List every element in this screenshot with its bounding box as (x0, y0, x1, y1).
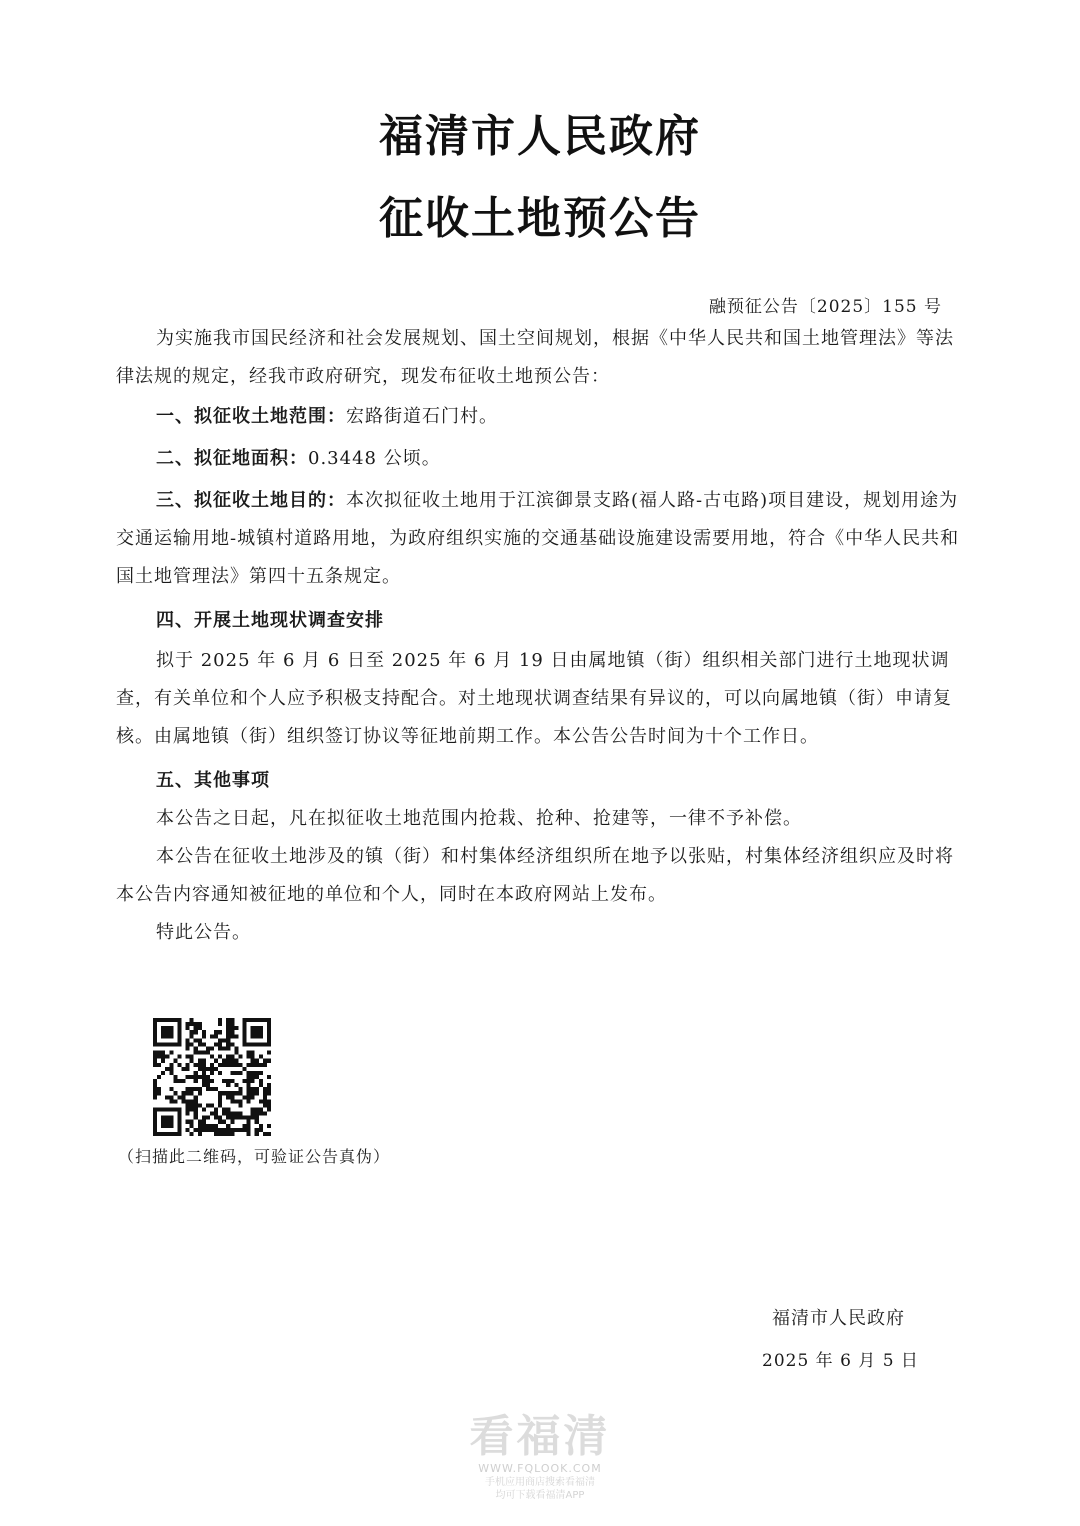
intro-section (116, 320, 968, 396)
signature-date: 2025 年 6 月 5 日 (762, 1351, 919, 1371)
watermark (460, 1412, 620, 1502)
intro-paragraph: 为实施我市国民经济和社会发展规划、国土空间规划，根据《中华人民共和国土地管理法》等法律法规的规定，经我市政府研究，现发布征收土地预公告： (116, 328, 954, 387)
section-text: 宏路街道石门村。 (346, 406, 498, 427)
section-text: 拟于 2025 年 6 月 6 日至 2025 年 6 月 19 日由属地镇（街）组织相关部门进行土地现状调查，有关单位和个人应予积极支持配合。对土地现状调查结果有异议的，可以向属地镇（街）申请复核。由属地镇（街）组织签订协议等征地前期工作。本公告公告时间为十个工作日。 (116, 650, 952, 747)
section-paragraph: 本公告在征收土地涉及的镇（街）和村集体经济组织所在地予以张贴，村集体经济组织应及时将本公告内容通知被征地的单位和个人，同时在本政府网站上发布。 (116, 846, 954, 905)
section-paragraph: 本公告之日起，凡在拟征收土地范围内抢栽、抢种、抢建等，一律不予补偿。 (156, 808, 802, 829)
page-subtitle: 征收土地预公告 (379, 193, 701, 244)
watermark-site: WWW.FQLOOK.COM (478, 1462, 602, 1475)
section-5-heading (116, 762, 968, 800)
qr-caption: （扫描此二维码，可验证公告真伪） (118, 1147, 391, 1166)
section-2 (116, 440, 968, 478)
section-heading: 三、拟征收土地目的： (156, 490, 346, 511)
document-number: 融预征公告〔2025〕155 号 (708, 297, 942, 317)
watermark-line: 均可下载看福清APP (495, 1490, 585, 1501)
watermark-line: 手机应用商店搜索看福清 (485, 1477, 595, 1488)
signature-organization: 福清市人民政府 (772, 1308, 905, 1329)
section-5-body (116, 800, 968, 952)
section-text: 0.3448 公顷。 (308, 448, 441, 469)
section-4-heading (116, 602, 968, 640)
section-heading: 二、拟征地面积： (156, 448, 308, 469)
qr-code[interactable] (153, 1018, 271, 1136)
section-3 (116, 482, 968, 596)
section-1 (116, 398, 968, 436)
page-title: 福清市人民政府 (379, 111, 701, 162)
section-heading: 四、开展土地现状调查安排 (156, 610, 384, 631)
qr-finder (161, 1026, 173, 1038)
section-text: 本次拟征收土地用于江滨御景支路(福人路-古屯路)项目建设，规划用途为交通运输用地-城镇村道路用地，为政府组织实施的交通基础设施建设需要用地，符合《中华人民共和国土地管理法》第四十五条规定。 (116, 490, 960, 587)
section-heading: 一、拟征收土地范围： (156, 406, 346, 427)
closing-paragraph: 特此公告。 (156, 922, 251, 943)
qr-finder (161, 1116, 173, 1128)
qr-finder (251, 1026, 263, 1038)
section-heading: 五、其他事项 (156, 770, 270, 791)
section-4-body (116, 642, 968, 756)
watermark-logo: 看福清 (469, 1411, 611, 1462)
